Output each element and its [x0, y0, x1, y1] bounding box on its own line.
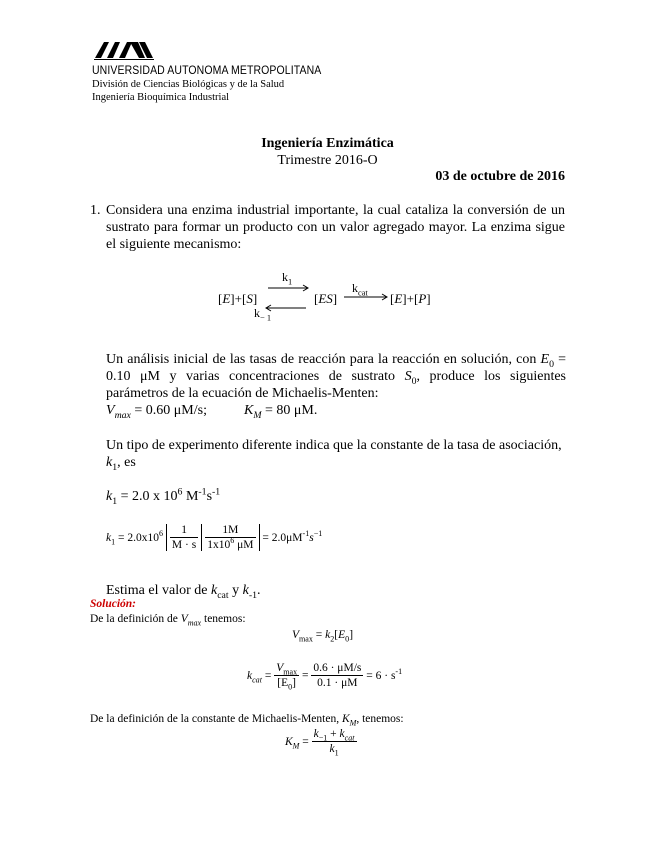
division-name: División de Ciencias Biológicas y de la Salud	[92, 79, 285, 90]
enzyme-bracket: [E]	[218, 291, 235, 306]
kcat-equation: $k_{cat}$ = $\frac{V_{max}}{[E_0]}$ = $\frac{0.6 \cdot \mu M/s}{0.1 \cdot \mu M}$ = $6 \cdot s^{-1}$	[247, 662, 403, 692]
enzyme-bracket-2: [E]	[390, 291, 407, 306]
product-bracket: [P]	[413, 291, 431, 306]
unit-conversion-equation: $k_1 = 2.0x10^6$ $\frac{1}{M \cdot s}$ $\frac{1M}{1x10^6 \mu M}$ = $2.0\mu M^{-1}s^{-1}$	[106, 524, 323, 551]
association-paragraph: Un tipo de experimento diferente indica que la constante de la tasa de asociación, $k_1$, es	[106, 438, 562, 473]
km-equation: $K_M$ = $\frac{k_{-1} + k_{cat}}{k_1}$	[285, 728, 355, 758]
substrate-bracket: [S]	[241, 291, 258, 306]
problem-intro-text: Considera una enzima industrial importante, la cual cataliza la conversión de un sustrato para formar un producto con un valor agregado mayor. La enzima sigue el siguiente mecanismo:	[106, 203, 565, 252]
k-minus1-label: $k_{- 1}$	[254, 306, 272, 323]
vmax-definition-text: De la definición de $V_{max}$ tenemos:	[90, 613, 246, 628]
complex-bracket: [ES]	[314, 291, 338, 306]
equilibrium-arrows	[262, 282, 312, 314]
trimester: Trimestre 2016-O	[277, 153, 378, 168]
initial-analysis-paragraph: Un análisis inicial de las tasas de reacción para la reacción en solución, con $E_0 = 0.10$ μM y varias concentraciones de sustrato $S_0$, produce los siguientes parámetros de la ecuación de Michaelis-Menten: $V_{max} = 0.60$ μM/s; $K_M = 80$ μM.	[106, 352, 566, 421]
km-definition-text: De la definición de la constante de Michaelis-Menten, $K_M$, tenemos:	[90, 713, 404, 728]
reaction-mechanism: [E]+[S] $k_1$ $k_{- 1}$ [ES] $k_{cat}$ [E]+[P]	[218, 270, 431, 323]
vmax-value: $V_{max} = 0.60$ μM/s;	[106, 403, 207, 421]
kcat-arrow	[342, 290, 390, 304]
document-date: 03 de octubre de 2016	[435, 169, 565, 184]
estimate-question: Estima el valor de $k_{cat}$ y $k_{-1}$.	[106, 583, 261, 601]
k1-value-line: $k_1 = 2.0$ x $10^6$ $M^{-1}s^{-1}$	[106, 486, 221, 507]
solution-label: Solución:	[90, 598, 137, 610]
kcat-label: $k_{cat}$	[352, 281, 368, 298]
k1-label: $k_1$	[282, 270, 293, 287]
program-name: Ingeniería Bioquímica Industrial	[92, 92, 230, 103]
university-logo	[93, 40, 157, 62]
km-value: $K_M = 80$ μM.	[243, 403, 318, 421]
vmax-equation: $V_{max} = k_2[E_0]$	[292, 629, 354, 644]
document-title: Ingeniería Enzimática	[261, 136, 394, 151]
problem-intro	[90, 202, 565, 253]
university-name: UNIVERSIDAD AUTONOMA METROPOLITANA	[92, 64, 322, 78]
problem-number: 1.	[90, 203, 101, 218]
